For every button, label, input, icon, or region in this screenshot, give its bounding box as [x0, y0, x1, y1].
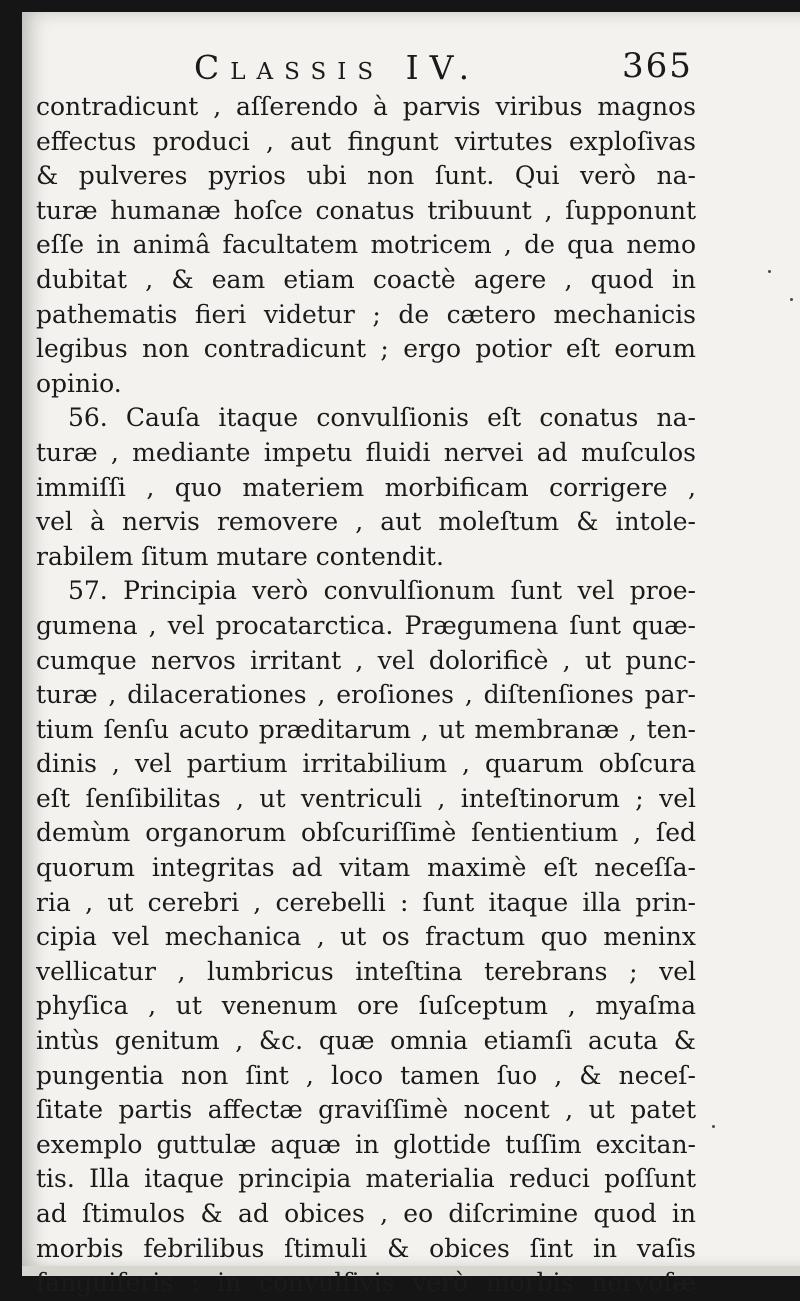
- scan-speck: [768, 270, 771, 273]
- text-line: pathematis fieri videtur ; de cætero mechanicis: [36, 299, 696, 329]
- text-line: tis. Illa itaque principia materialia reduci poſſunt: [36, 1164, 696, 1194]
- text-line: gumena , vel procatarctica. Prægumena ſunt quæ-: [36, 610, 696, 640]
- text-line: immiſſi , quo materiem morbificam corrigere ,: [36, 472, 696, 502]
- text-line: ſitate partis affectæ graviſſimè nocent , ut patet: [36, 1095, 696, 1125]
- text-line: morbis febrilibus ſtimuli & obices ſint in vaſis: [36, 1233, 696, 1263]
- text-line: turæ , mediante impetu fluidi nervei ad muſculos: [36, 437, 696, 467]
- text-line: eſt ſenſibilitas , ut ventriculi , inteſtinorum ; vel: [36, 783, 696, 813]
- running-head: Classis IV.: [194, 48, 481, 87]
- text-line: eſſe in animâ facultatem motricem , de qua nemo: [36, 230, 696, 260]
- text-line: pungentia non ſint , loco tamen ſuo , & neceſ-: [36, 1060, 696, 1090]
- body-text: [36, 90, 696, 1301]
- text-line: dinis , vel partium irritabilium , quarum obſcura: [36, 749, 696, 779]
- text-line: ad ſtimulos & ad obices , eo diſcrimine quod in: [36, 1199, 696, 1228]
- text-line: rabilem ſitum mutare contendit.: [36, 541, 444, 571]
- text-line: vel à nervis removere , aut moleſtum & intole-: [36, 507, 696, 537]
- text-line: turæ , dilacerationes , eroſiones , diſtenſiones par-: [36, 680, 696, 710]
- page-number: 365: [622, 46, 693, 86]
- text-line: demùm organorum obſcuriſſimè ſentientium , ſed: [36, 818, 696, 848]
- text-line: phyſica , ut venenum ore ſuſceptum , myaſma: [36, 991, 696, 1021]
- text-line: intùs genitum , &c. quæ omnia etiamſi acuta &: [36, 1026, 696, 1056]
- text-line: 56. Cauſa itaque convulſionis eſt conatus na-: [68, 403, 696, 433]
- text-line: ria , ut cerebri , cerebelli : ſunt itaque illa prin-: [36, 887, 696, 917]
- text-line: opinio.: [36, 368, 122, 398]
- text-line: vellicatur , lumbricus inteſtina terebrans ; vel: [36, 956, 696, 986]
- text-line: cumque nervos irritant , vel dolorificè , ut punc-: [36, 645, 696, 675]
- text-line: tium ſenſu acuto præditarum , ut membranæ , ten-: [36, 714, 696, 744]
- text-line: 57. Principia verò convulſionum ſunt vel proe-: [68, 576, 696, 606]
- text-line: legibus non contradicunt ; ergo potior eſt eorum: [36, 334, 696, 364]
- text-line: effectus produci , aut fingunt virtutes exploſivas: [36, 126, 696, 156]
- text-line: cipia vel mechanica , ut os fractum quo meninx: [36, 922, 696, 952]
- text-line: dubitat , & eam etiam coactè agere , quod in: [36, 264, 696, 294]
- text-line: quorum integritas ad vitam maximè eſt neceſſa-: [36, 853, 696, 883]
- text-line: turæ humanæ hoſce conatus tribuunt , ſupponunt: [36, 195, 696, 225]
- text-line: exemplo guttulæ aquæ in glottide tuſſim excitan-: [36, 1129, 696, 1159]
- text-line: ſanguiferis : in convulſivis verò morbis nervoſæ: [36, 1268, 696, 1298]
- text-line: & pulveres pyrios ubi non ſunt. Qui verò na-: [36, 161, 696, 191]
- text-line: contradicunt , aſſerendo à parvis viribus magnos: [36, 92, 696, 121]
- scan-speck: [790, 298, 793, 301]
- scan-speck: [712, 1125, 715, 1128]
